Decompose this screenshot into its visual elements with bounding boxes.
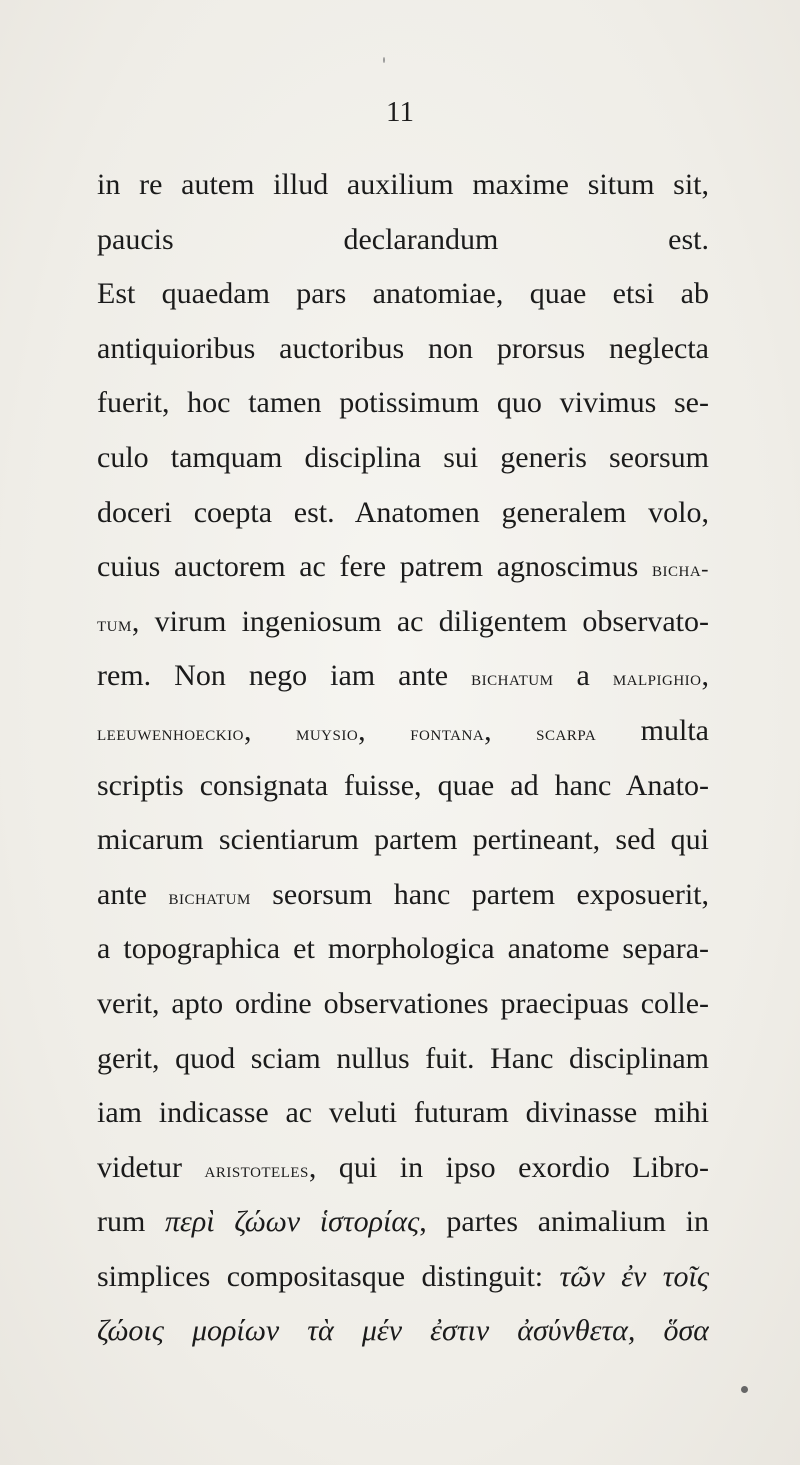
proper-name: bichatum [168, 883, 251, 909]
text-line [97, 813, 709, 868]
proper-name: muysio [295, 719, 359, 745]
text-line [97, 486, 709, 541]
text-segment: rem. Non nego iam ante [97, 659, 472, 693]
text-line [97, 759, 709, 814]
text-segment: a topographica et morphologica anatome separa- [97, 932, 709, 966]
body-text [97, 158, 709, 1359]
text-line [97, 1304, 709, 1359]
proper-name: leeuwenhoeckio [97, 719, 244, 745]
text-line [97, 1086, 709, 1141]
text-line [97, 376, 709, 431]
text-line [97, 322, 709, 377]
text-segment: , [243, 713, 296, 747]
text-line [97, 1250, 709, 1305]
text-segment: gerit, quod sciam nullus fuit. Hanc disciplinam [97, 1041, 709, 1075]
text-segment: a [553, 659, 613, 693]
text-line [97, 213, 709, 268]
proper-name: tum [97, 610, 132, 636]
text-segment: fuerit, hoc tamen potissimum quo vivimus se- [97, 386, 709, 420]
text-segment: , virum ingeniosum ac diligentem observato- [131, 604, 709, 638]
proper-name: scarpa [536, 719, 597, 745]
text-segment: multa [596, 713, 709, 747]
text-line [97, 431, 709, 486]
proper-name: aristoteles [204, 1156, 309, 1182]
paper-speck [741, 1386, 748, 1393]
text-segment: micarum scientiarum partem pertineant, sed qui [97, 823, 709, 857]
text-segment: videtur [97, 1150, 205, 1184]
text-segment: , qui in ipso exordio Libro- [308, 1150, 709, 1184]
text-line [97, 158, 709, 213]
text-segment: , partes animalium in [419, 1205, 709, 1239]
text-line [97, 977, 709, 1032]
proper-name: malpighio [612, 665, 702, 691]
text-line [97, 868, 709, 923]
proper-name: bichatum [471, 665, 554, 691]
text-segment: antiquioribus auctoribus non prorsus neglecta [97, 331, 709, 365]
text-segment: , [358, 713, 411, 747]
text-line [97, 1195, 709, 1250]
page-number: 11 [386, 96, 414, 128]
text-segment: ante [97, 877, 169, 911]
paper-speck [383, 57, 385, 63]
text-segment: , [701, 659, 709, 693]
text-segment: Est quaedam pars anatomiae, quae etsi ab [97, 277, 709, 311]
greek-text: τῶν ἐν τοῖς [559, 1259, 709, 1293]
text-segment: rum [97, 1205, 165, 1239]
text-line [97, 649, 709, 704]
text-segment: iam indicasse ac veluti futuram divinasse mihi [97, 1096, 709, 1130]
text-line [97, 267, 709, 322]
text-segment: simplices compositasque distinguit: [97, 1259, 560, 1293]
text-segment: verit, apto ordine observationes praecipuas colle- [97, 986, 709, 1020]
text-segment: paucis declarandum est. [97, 222, 709, 256]
text-segment: , [484, 713, 537, 747]
text-line [97, 1032, 709, 1087]
greek-text: περὶ ζώων ἱστορίας [164, 1205, 420, 1239]
text-segment: seorsum hanc partem exposuerit, [250, 877, 709, 911]
proper-name: fontana [410, 719, 485, 745]
greek-text: ζώοις μορίων τὰ μέν ἐστιν ἀσύνθετα, ὅσα [97, 1314, 709, 1348]
text-segment: scriptis consignata fuisse, quae ad hanc Anato- [97, 768, 709, 802]
proper-name: bicha- [652, 556, 709, 582]
text-segment: doceri coepta est. Anatomen generalem volo, [97, 495, 709, 529]
text-segment: culo tamquam disciplina sui generis seorsum [97, 440, 709, 474]
text-line [97, 540, 709, 595]
text-segment: cuius auctorem ac fere patrem agnoscimus [97, 550, 652, 584]
text-line [97, 1141, 709, 1196]
text-line [97, 922, 709, 977]
text-line [97, 595, 709, 650]
text-segment: in re autem illud auxilium maxime situm sit, [97, 168, 709, 201]
text-line [97, 704, 709, 759]
